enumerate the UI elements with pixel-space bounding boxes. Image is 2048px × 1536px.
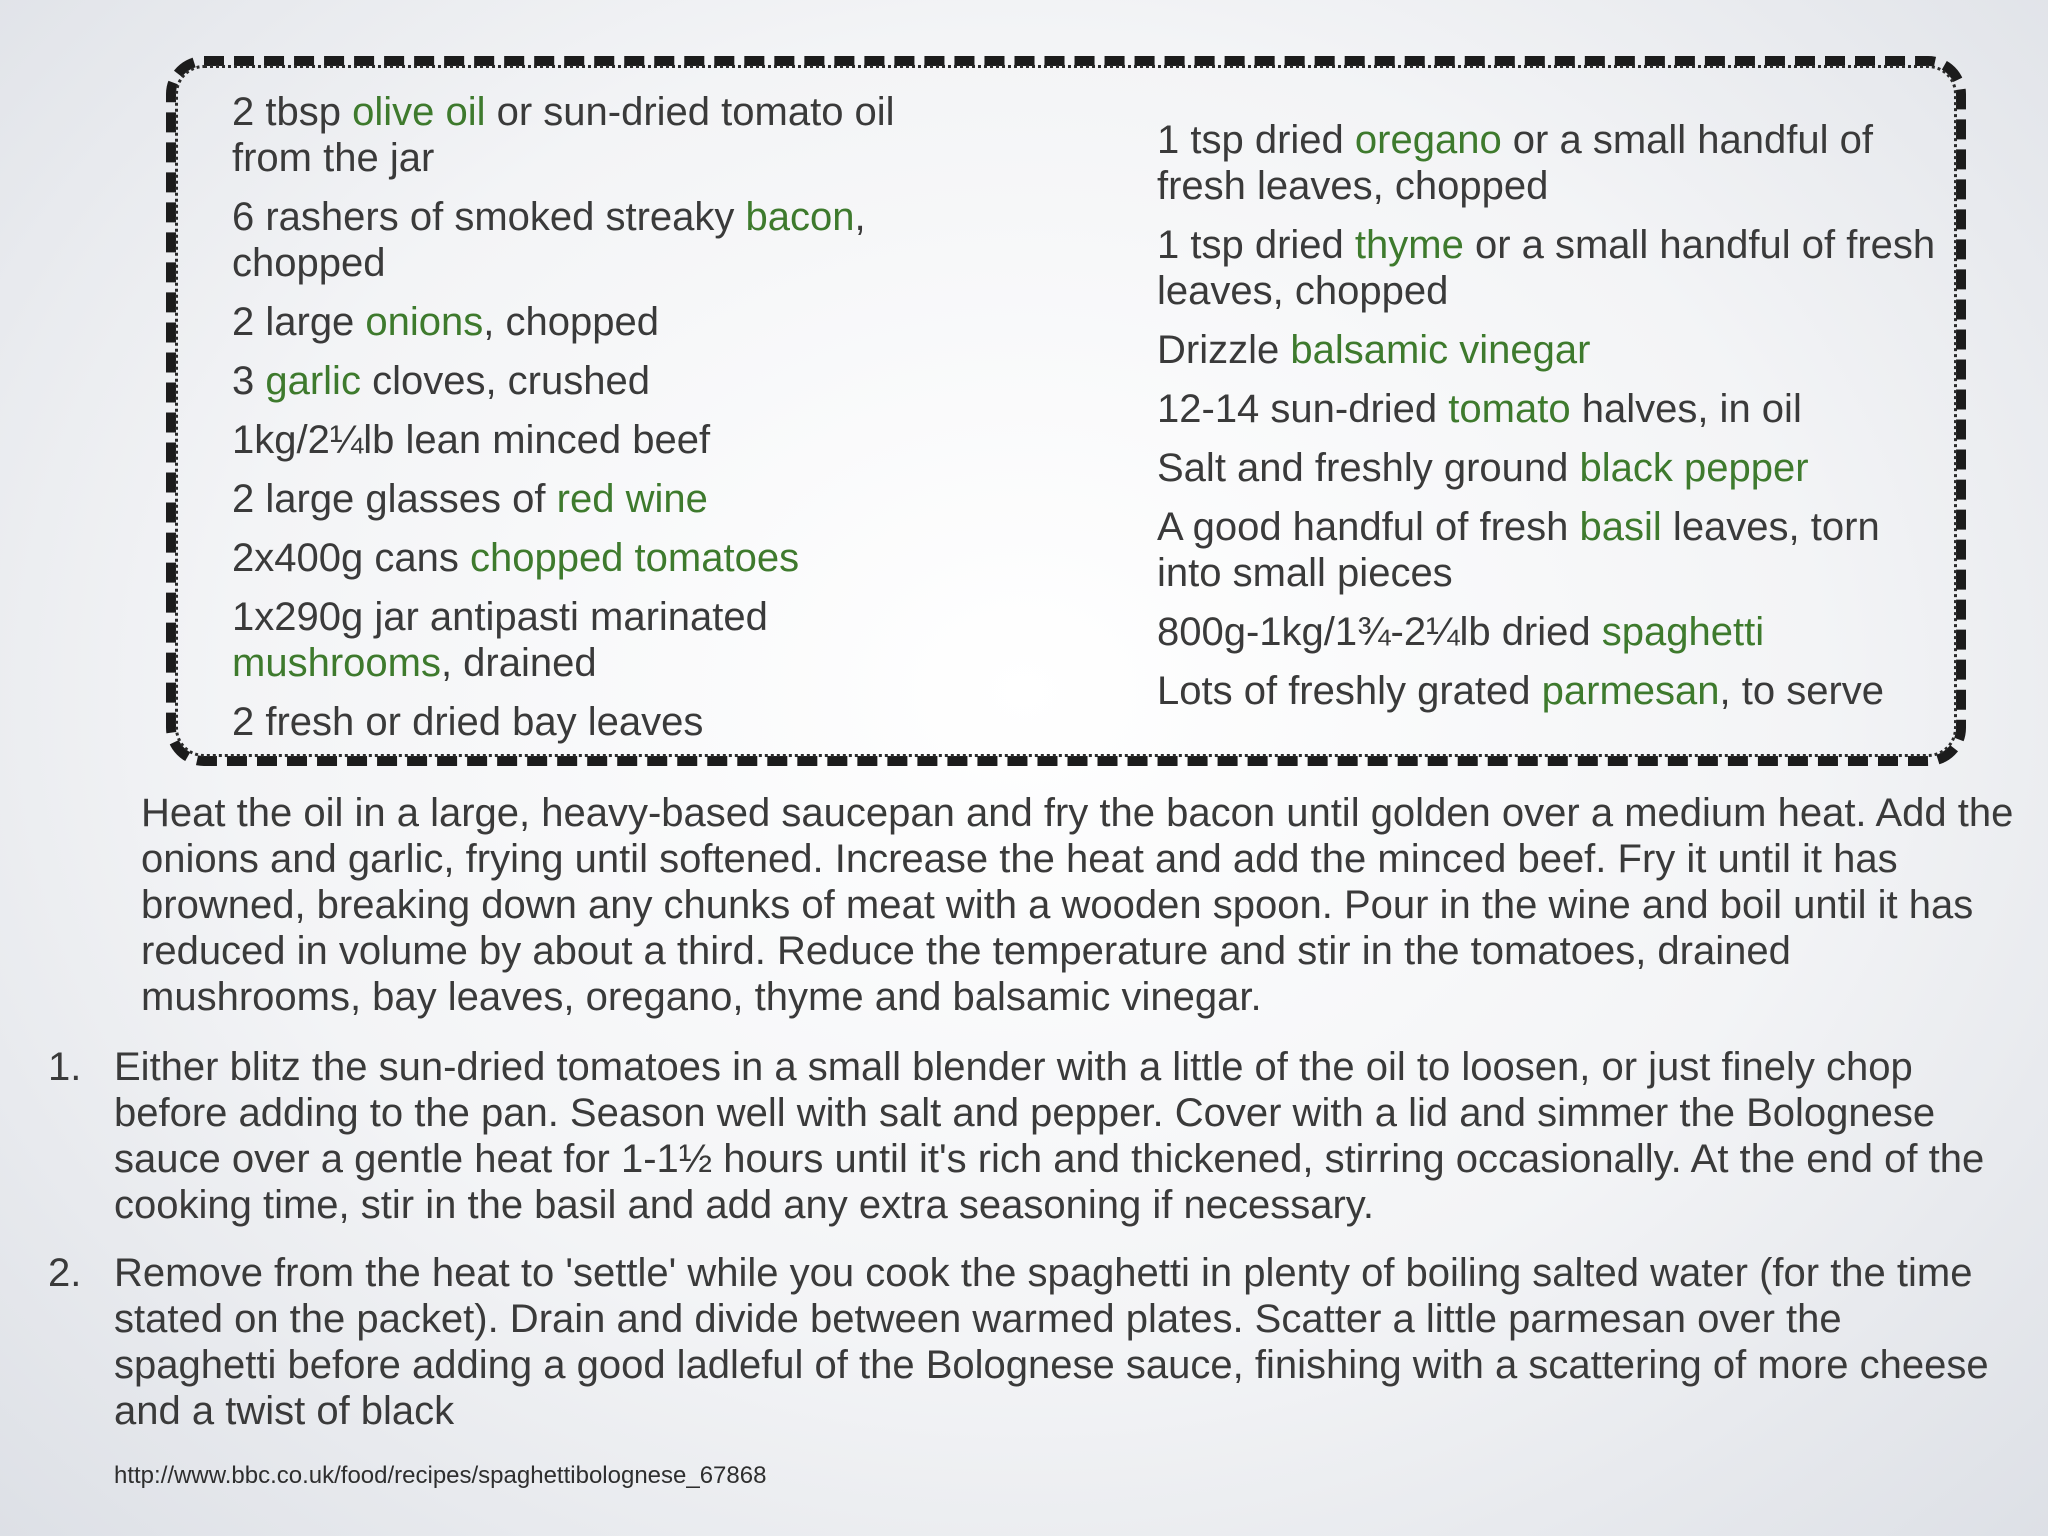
step-text: Either blitz the sun-dried tomatoes in a small blender with a little of the oil to loosen, or just finely chop before adding to the pan. Season well with salt and pepper. Cover with a lid and simmer the Bolognese sauce over a gentle heat for 1-1½ hours until it's rich and thickened, stirring occasionally. At the end of the cooking time, stir in the basil and add any extra seasoning if necessary. [114, 1045, 1985, 1227]
ingredient-highlight: black pepper [1579, 446, 1809, 490]
ingredient-item: 800g-1kg/1¾-2¼lb dried spaghetti [1157, 610, 1765, 654]
ingredient-item: 1 tsp dried oregano or a small handful of fresh leaves, chopped [1157, 118, 1873, 208]
ingredient-item: 1 tsp dried thyme or a small handful of fresh leaves, chopped [1157, 223, 1936, 313]
ingredient-item: 2 tbsp olive oil or sun-dried tomato oil from the jar [232, 90, 895, 180]
ingredient-highlight: parmesan [1541, 669, 1720, 713]
ingredient-highlight: mushrooms [232, 641, 441, 685]
ingredient-highlight: garlic [265, 359, 361, 403]
ingredients-left-column [232, 89, 952, 758]
ingredient-highlight: red wine [556, 477, 708, 521]
ingredient-item: 12-14 sun-dried tomato halves, in oil [1157, 387, 1802, 431]
ingredient-highlight: balsamic vinegar [1290, 328, 1591, 372]
ingredient-highlight: chopped tomatoes [469, 536, 800, 580]
ingredient-item: 1kg/2¼lb lean minced beef [232, 418, 711, 462]
ingredient-highlight: tomato [1448, 387, 1571, 431]
step-number: 1. [48, 1045, 82, 1089]
ingredient-item: 1x290g jar antipasti marinated mushrooms, drained [232, 595, 768, 685]
ingredient-highlight: olive oil [352, 90, 486, 134]
ingredient-item: Drizzle balsamic vinegar [1157, 328, 1591, 372]
ingredient-highlight: onions [365, 300, 484, 344]
step-number: 2. [48, 1251, 82, 1295]
method-step [48, 1044, 2008, 1228]
ingredient-item: Salt and freshly ground black pepper [1157, 446, 1809, 490]
ingredient-highlight: spaghetti [1601, 610, 1765, 654]
source-url[interactable]: http://www.bbc.co.uk/food/recipes/spaghettibolognese_67868 [114, 1462, 767, 1489]
ingredient-item: 2 fresh or dried bay leaves [232, 700, 704, 744]
method-steps [48, 1044, 2008, 1456]
ingredient-item: A good handful of fresh basil leaves, torn into small pieces [1157, 505, 1880, 595]
ingredient-item: 3 garlic cloves, crushed [232, 359, 650, 403]
ingredient-highlight: bacon [745, 195, 855, 239]
ingredient-item: 2 large onions, chopped [232, 300, 659, 344]
ingredients-right-column [1157, 117, 1947, 727]
ingredient-highlight: oregano [1354, 118, 1502, 162]
ingredient-item: Lots of freshly grated parmesan, to serve [1157, 669, 1885, 713]
ingredient-highlight: thyme [1354, 223, 1464, 267]
ingredient-item: 2 large glasses of red wine [232, 477, 708, 521]
step-text: Remove from the heat to 'settle' while you cook the spaghetti in plenty of boiling salted water (for the time stated on the packet). Drain and divide between warmed plates. Scatter a little parmesan over the spaghetti before adding a good ladleful of the Bolognese sauce, finishing with a scattering of more cheese and a twist of black [114, 1251, 1989, 1433]
method-intro-paragraph: Heat the oil in a large, heavy-based saucepan and fry the bacon until golden over a medium heat. Add the onions and garlic, frying until softened. Increase the heat and add the minced beef. Fry it until it has browned, breaking down any chunks of meat with a wooden spoon. Pour in the wine and boil until it has reduced in volume by about a third. Reduce the temperature and stir in the tomatoes, drained mushrooms, bay leaves, oregano, thyme and balsamic vinegar. [141, 791, 2014, 1019]
ingredient-item: 2x400g cans chopped tomatoes [232, 536, 800, 580]
ingredient-highlight: basil [1579, 505, 1662, 549]
method-step [48, 1250, 2008, 1434]
ingredient-item: 6 rashers of smoked streaky bacon, chopped [232, 195, 866, 285]
